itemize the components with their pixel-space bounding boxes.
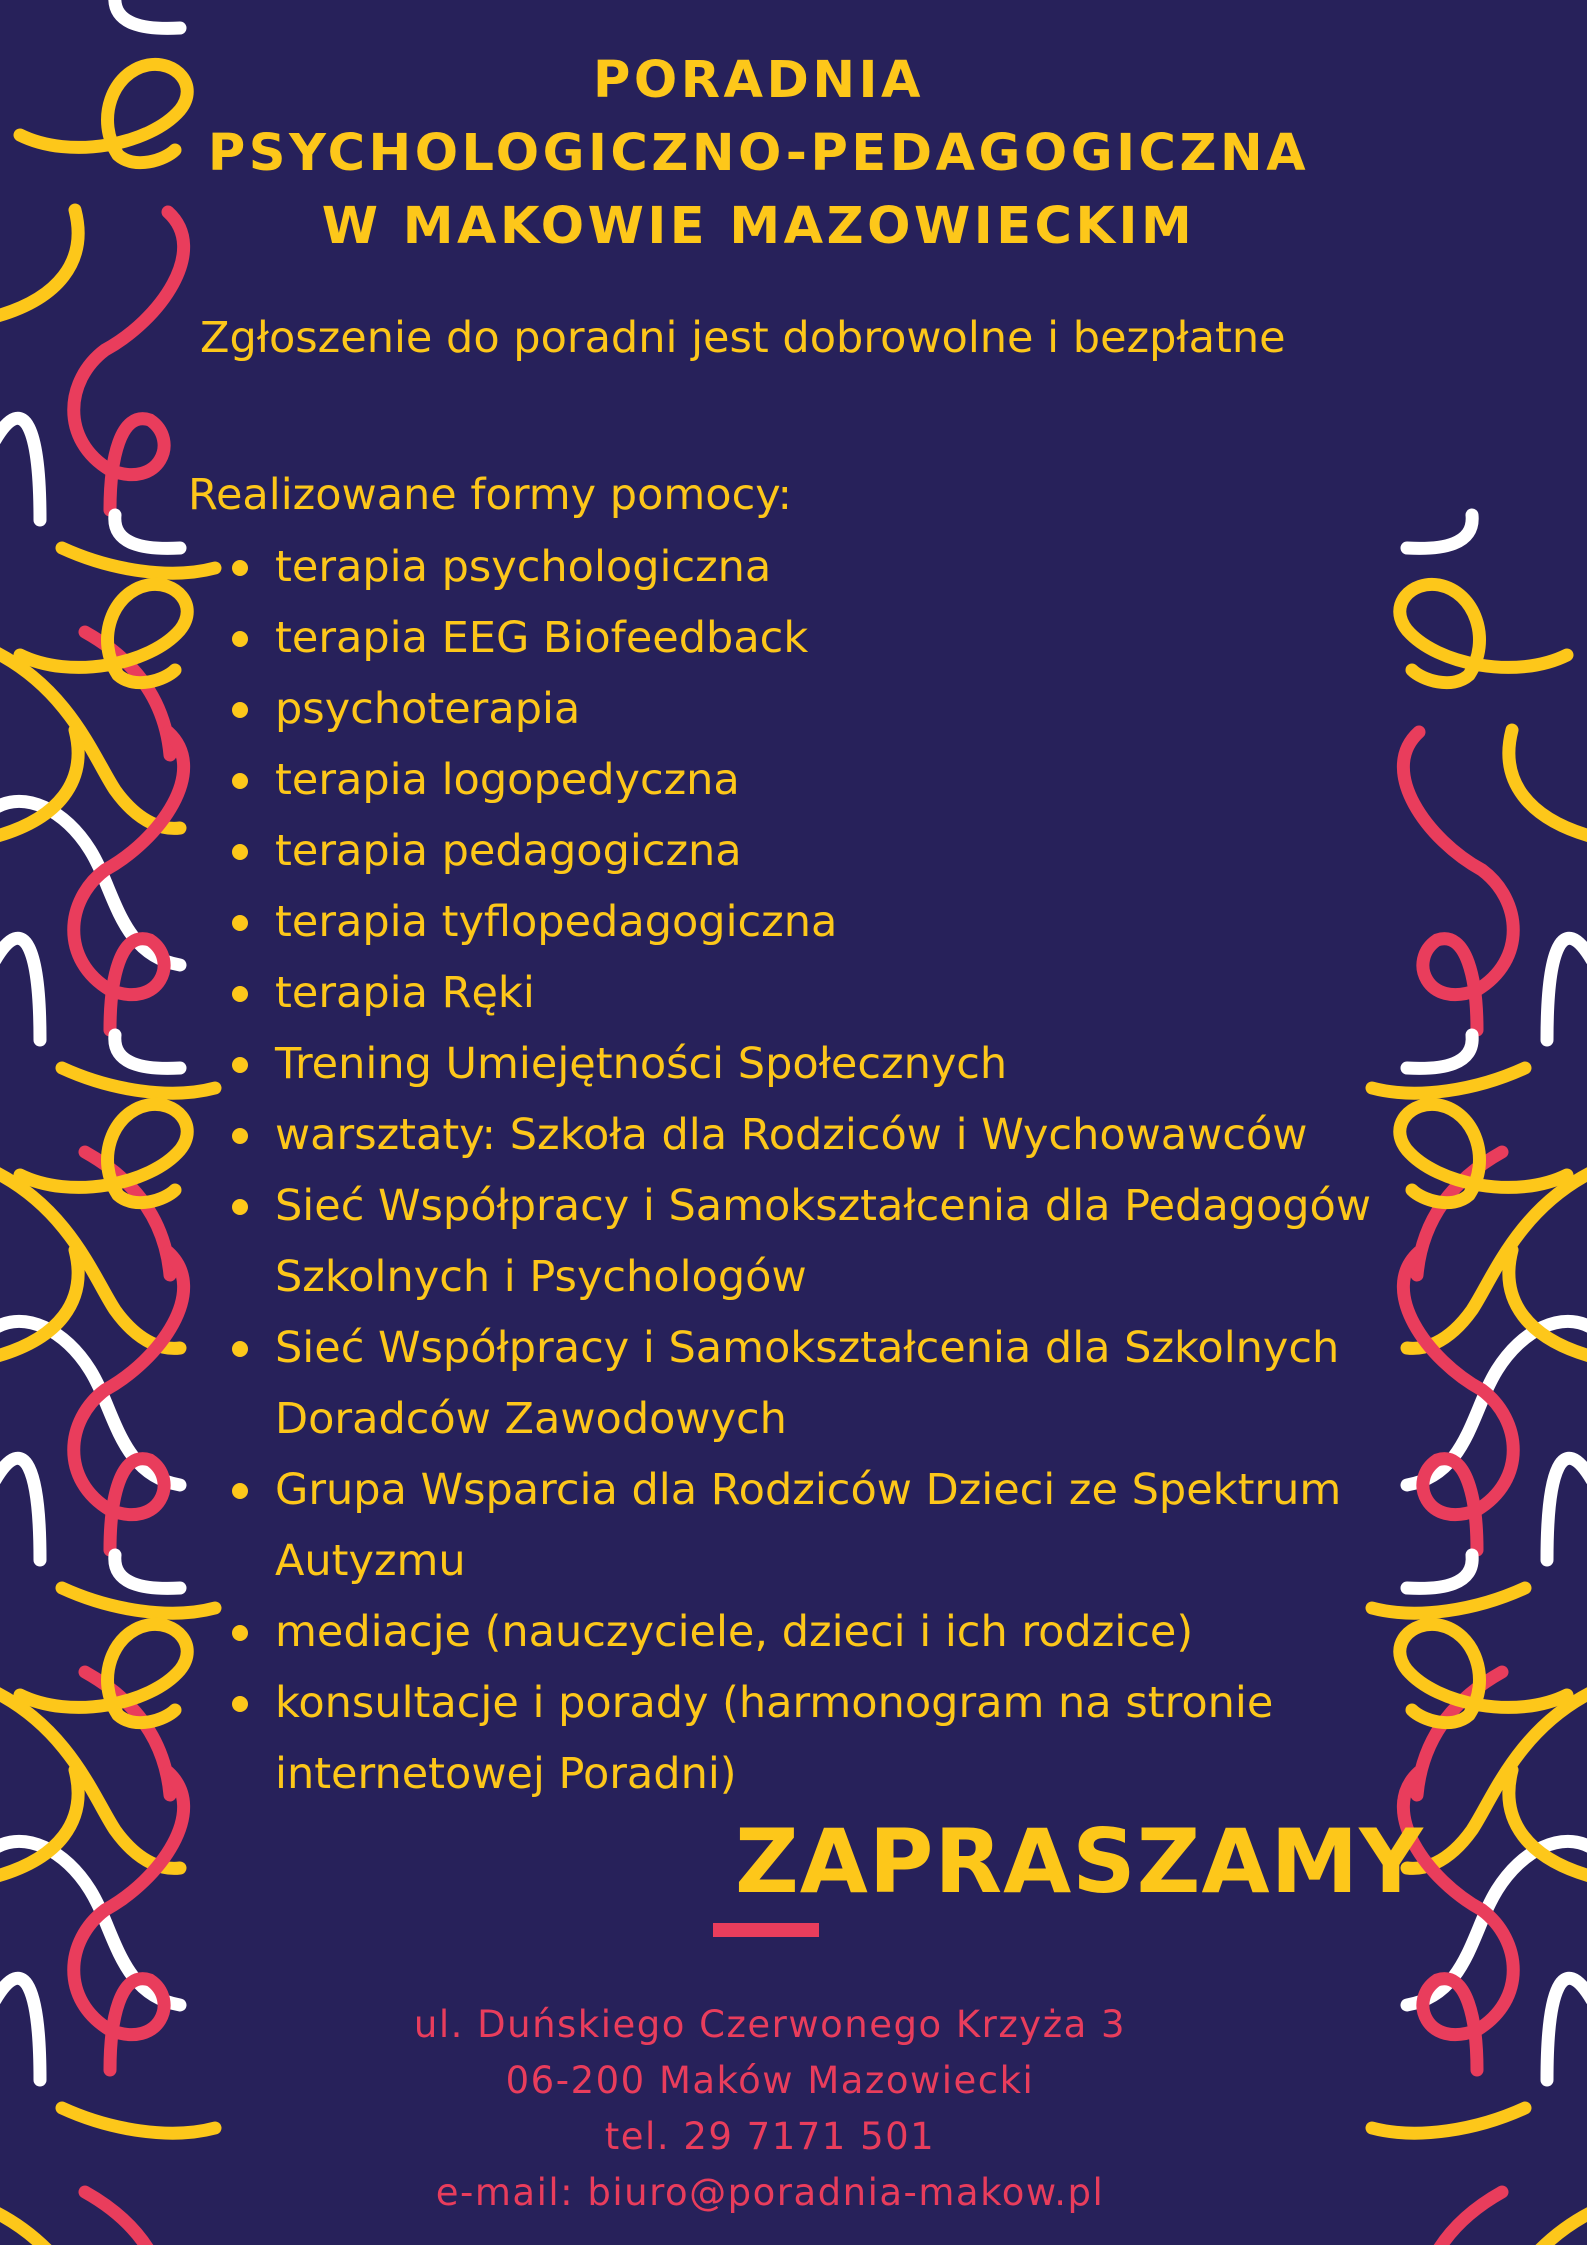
list-item: Trening Umiejętności Społecznych bbox=[190, 1029, 1420, 1100]
list-item: terapia EEG Biofeedback bbox=[190, 603, 1420, 674]
tagline: Zgłoszenie do poradni jest dobrowolne i bezpłatne bbox=[200, 313, 1286, 363]
help-list bbox=[190, 532, 1420, 1810]
left-red-arc bbox=[85, 632, 170, 755]
left-white-curl bbox=[115, 0, 180, 28]
invite-heading: ZAPRASZAMY bbox=[735, 1810, 1424, 1913]
list-item: Sieć Współpracy i Samokształcenia dla Pedagogów Szkolnych i Psychologów bbox=[190, 1171, 1420, 1313]
list-item: terapia pedagogiczna bbox=[190, 816, 1420, 887]
left-red-ribbon bbox=[74, 212, 184, 510]
help-heading: Realizowane formy pomocy: bbox=[188, 470, 793, 520]
list-item: warsztaty: Szkoła dla Rodziców i Wychowawców bbox=[190, 1100, 1420, 1171]
title-line-1: PORADNIA bbox=[593, 51, 924, 110]
left-white-arch bbox=[0, 418, 40, 520]
contact-email[interactable]: e-mail: biuro@poradnia-makow.pl bbox=[435, 2171, 1105, 2214]
title-line-2: PSYCHOLOGICZNO-PEDAGOGICZNA bbox=[207, 124, 1310, 183]
list-item: Grupa Wsparcia dla Rodziców Dzieci ze Spektrum Autyzmu bbox=[190, 1455, 1420, 1597]
contact-phone: tel. 29 7171 501 bbox=[604, 2115, 936, 2158]
list-item: terapia psychologiczna bbox=[190, 532, 1420, 603]
contact-city: 06-200 Maków Mazowiecki bbox=[505, 2059, 1035, 2102]
left-yellow-squiggle bbox=[0, 652, 180, 828]
left-white-hump bbox=[0, 801, 180, 965]
list-item: terapia logopedyczna bbox=[190, 745, 1420, 816]
title-line-3: W MAKOWIE MAZOWIECKIM bbox=[321, 197, 1196, 256]
list-item: psychoterapia bbox=[190, 674, 1420, 745]
list-item: terapia Ręki bbox=[190, 958, 1420, 1029]
list-item: terapia tyflopedagogiczna bbox=[190, 887, 1420, 958]
invite-underline bbox=[713, 1923, 819, 1937]
list-item: Sieć Współpracy i Samokształcenia dla Szkolnych Doradców Zawodowych bbox=[190, 1313, 1420, 1455]
contact-address: ul. Duńskiego Czerwonego Krzyża 3 bbox=[413, 2003, 1127, 2046]
list-item: mediacje (nauczyciele, dzieci i ich rodzice) bbox=[190, 1597, 1420, 1668]
list-item: konsultacje i porady (harmonogram na stronie internetowej Poradni) bbox=[190, 1668, 1420, 1810]
